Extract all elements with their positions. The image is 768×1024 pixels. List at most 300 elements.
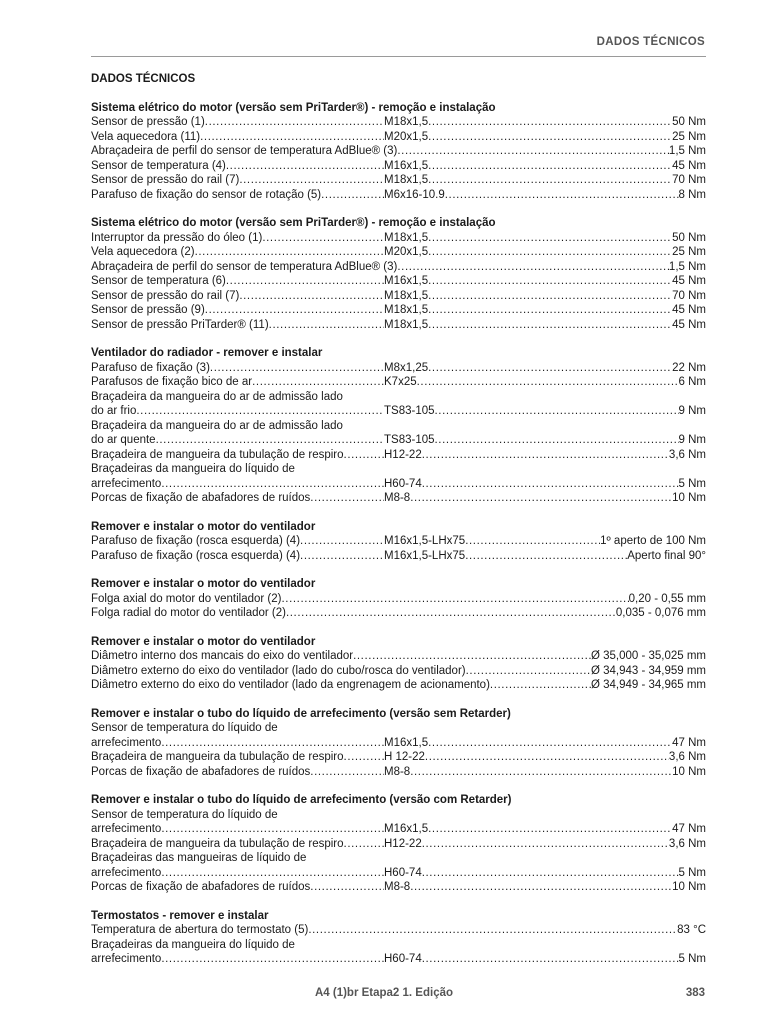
spec-row (91, 159, 706, 174)
spec-section (91, 707, 706, 780)
dot-leader (226, 274, 384, 289)
spec-label: Braçadeira de mangueira da tubulação de respiro (91, 837, 344, 850)
spec-label-cell (91, 144, 706, 159)
spec-label: Folga axial do motor do ventilador (2) (91, 592, 282, 605)
dot-leader (428, 303, 672, 318)
spec-thread: M18x1,5 (384, 304, 429, 316)
spec-value: 45 Nm (672, 304, 706, 316)
spec-value: 5 Nm (678, 477, 706, 490)
spec-value: 47 Nm (672, 736, 706, 749)
spec-row (91, 606, 706, 621)
spec-value: 5 Nm (678, 953, 706, 965)
spec-value-cell (384, 173, 706, 188)
spec-label-cell (91, 361, 384, 376)
spec-thread: H 12-22 (384, 751, 425, 763)
spec-row (91, 822, 706, 837)
spec-value-cell (384, 318, 706, 333)
dot-leader (428, 159, 672, 174)
dot-leader (205, 303, 384, 318)
dot-leader (310, 765, 384, 780)
spec-value-cell (384, 303, 706, 318)
dot-leader (410, 491, 672, 506)
sections-container (91, 101, 706, 967)
section-title: Sistema elétrico do motor (versão sem PriTarder®) - remoção e instalação (91, 101, 496, 114)
spec-value: 10 Nm (672, 492, 706, 504)
dot-leader (344, 448, 384, 463)
dot-leader (310, 491, 384, 506)
spec-thread: M20x1,5 (384, 130, 429, 143)
spec-label: Sensor de temperatura (4) (91, 159, 226, 172)
spec-value-cell (384, 837, 706, 852)
dot-leader (422, 477, 679, 492)
spec-row (91, 289, 706, 304)
spec-label: Diâmetro externo do eixo do ventilador (lado da engrenagem de acionamento) (91, 679, 490, 691)
header-rule (91, 56, 706, 57)
spec-section (91, 577, 706, 621)
dot-leader (435, 404, 679, 419)
dot-leader (252, 375, 384, 390)
spec-row (91, 303, 706, 318)
section-title: Remover e instalar o motor do ventilador (91, 520, 316, 533)
spec-row (91, 245, 706, 260)
spec-row (91, 188, 706, 203)
spec-label: Parafuso de fixação (rosca esquerda) (4) (91, 549, 301, 562)
dot-leader (422, 448, 669, 463)
spec-label-cell (91, 188, 384, 203)
spec-label: Braçadeiras da mangueira do líquido de (91, 938, 295, 951)
spec-label: Abraçadeira de perfil do sensor de temperatura AdBlue® (3) (91, 145, 398, 157)
spec-label: Braçadeiras das mangueiras de líquido de (91, 852, 307, 864)
spec-label: do ar frio (91, 405, 137, 417)
section-title: Sistema elétrico do motor (versão sem PriTarder®) - remoção e instalação (91, 217, 496, 229)
spec-value-cell (384, 491, 706, 506)
dot-leader (410, 765, 672, 780)
spec-row (91, 952, 706, 967)
spec-label-cell (91, 130, 384, 145)
spec-value-cell (384, 159, 706, 174)
spec-value: Ø 35,000 - 35,025 mm (590, 650, 706, 662)
dot-leader (428, 318, 672, 333)
spec-value: 3,6 Nm (668, 751, 706, 763)
spec-label-cell (91, 549, 384, 564)
dot-leader (410, 880, 672, 895)
document-title: DADOS TÉCNICOS (91, 73, 196, 85)
spec-value: 1,5 Nm (668, 145, 706, 157)
spec-thread: H12-22 (384, 448, 422, 461)
spec-row (91, 678, 706, 693)
spec-label: Braçadeira de mangueira da tubulação de respiro (91, 751, 344, 763)
spec-label: Sensor de pressão PriTarder® (11) (91, 318, 269, 331)
spec-label-cell (91, 952, 384, 967)
spec-label-cell (91, 534, 384, 549)
spec-label: Parafusos de fixação bico de ar (91, 376, 253, 388)
spec-thread: M18x1,5 (384, 318, 429, 331)
spec-value: 45 Nm (672, 159, 706, 172)
spec-value-cell (384, 880, 706, 895)
spec-row-text (91, 851, 706, 866)
section-title: Remover e instalar o tubo do líquido de arrefecimento (versão com Retarder) (91, 794, 512, 806)
spec-value-cell (384, 274, 706, 289)
spec-section (91, 216, 706, 332)
spec-label-cell (91, 822, 384, 837)
spec-label: Sensor de temperatura (6) (91, 275, 226, 287)
spec-row-text (91, 462, 706, 477)
spec-thread: H60-74 (384, 477, 422, 490)
dot-leader (428, 736, 672, 751)
dot-leader (428, 274, 672, 289)
section-title: Termostatos - remover e instalar (91, 909, 269, 922)
section-title: Remover e instalar o motor do ventilador (91, 578, 316, 590)
spec-value: 1,5 Nm (668, 260, 706, 273)
spec-label-cell (91, 289, 384, 304)
spec-row (91, 274, 706, 289)
spec-label-cell (91, 274, 384, 289)
spec-label: Sensor de pressão do rail (7) (91, 289, 240, 302)
spec-thread: H60-74 (384, 866, 422, 879)
spec-value: 70 Nm (672, 174, 706, 186)
dot-leader (161, 866, 384, 881)
spec-thread: M8-8 (384, 492, 411, 504)
spec-label-cell (91, 260, 706, 275)
spec-value: 25 Nm (672, 130, 706, 143)
spec-label-cell (91, 404, 384, 419)
spec-row (91, 491, 706, 506)
dot-leader (161, 477, 384, 492)
spec-value: 1º aperto de 100 Nm (600, 535, 706, 547)
dot-leader (435, 433, 679, 448)
spec-label-cell (91, 866, 384, 881)
spec-value-cell (384, 404, 706, 419)
spec-row-text (91, 390, 706, 405)
spec-label: Parafuso de fixação (rosca esquerda) (4) (91, 535, 301, 547)
spec-label: Porcas de fixação de abafadores de ruídos (91, 765, 311, 778)
dot-leader (286, 606, 616, 621)
spec-value: Ø 34,949 - 34,965 mm (590, 679, 706, 691)
spec-label-cell (91, 318, 384, 333)
spec-label-cell (91, 491, 384, 506)
spec-thread: M16x1,5-LHx75 (384, 549, 466, 562)
spec-label: Braçadeiras da mangueira do líquido de (91, 463, 295, 475)
spec-row (91, 664, 706, 679)
spec-label: Braçadeira da mangueira do ar de admissão lado (91, 390, 343, 403)
spec-thread: M18x1,5 (384, 289, 429, 302)
dot-leader (161, 736, 384, 751)
spec-label: Diâmetro interno dos mancais do eixo do ventilador (91, 650, 354, 662)
spec-row (91, 736, 706, 751)
spec-label: Braçadeira da mangueira do ar de admissão lado (91, 419, 343, 432)
spec-row-text (91, 419, 706, 434)
dot-leader (195, 245, 384, 260)
spec-section (91, 346, 706, 506)
spec-value: 9 Nm (678, 434, 706, 446)
spec-value-cell (384, 736, 706, 751)
dot-leader (490, 678, 591, 693)
spec-row (91, 866, 706, 881)
dot-leader (321, 188, 384, 203)
spec-label-cell (91, 375, 384, 390)
spec-row (91, 115, 706, 130)
spec-label: arrefecimento (91, 866, 162, 879)
spec-row (91, 318, 706, 333)
spec-content (91, 72, 706, 981)
spec-row (91, 837, 706, 852)
spec-thread: M16x1,5 (384, 159, 429, 172)
spec-thread: M16x1,5-LHx75 (384, 535, 466, 547)
spec-label: Folga radial do motor do ventilador (2) (91, 607, 286, 619)
spec-thread: M16x1,5 (384, 275, 429, 287)
spec-thread: H12-22 (384, 837, 422, 850)
spec-value-cell (384, 188, 706, 203)
spec-value-cell (384, 765, 706, 780)
spec-row (91, 375, 706, 390)
dot-leader (428, 361, 672, 376)
spec-value: 45 Nm (672, 318, 706, 331)
spec-value: 45 Nm (672, 275, 706, 287)
spec-label: Sensor de pressão (1) (91, 116, 205, 128)
spec-section (91, 635, 706, 693)
spec-thread: M18x1,5 (384, 174, 429, 186)
spec-thread: TS83-105 (384, 405, 435, 417)
dot-leader (226, 159, 384, 174)
spec-value-cell (384, 534, 706, 549)
dot-leader (200, 130, 384, 145)
spec-row (91, 477, 706, 492)
spec-value: 3,6 Nm (668, 837, 706, 850)
spec-label: Sensor de temperatura do líquido de (91, 722, 278, 734)
spec-row (91, 231, 706, 246)
spec-label-cell (91, 433, 384, 448)
spec-value-cell (384, 115, 706, 130)
spec-label: Porcas de fixação de abafadores de ruídos (91, 881, 311, 893)
spec-label-cell (91, 678, 706, 693)
spec-section (91, 793, 706, 895)
dot-leader (344, 837, 384, 852)
spec-value: 10 Nm (672, 765, 706, 778)
spec-value-cell (384, 231, 706, 246)
spec-label: arrefecimento (91, 953, 162, 965)
footer-edition: A4 (1)br Etapa2 1. Edição (314, 987, 454, 999)
spec-label-cell (91, 245, 384, 260)
spec-thread: K7x25 (384, 376, 417, 388)
spec-row (91, 433, 706, 448)
spec-label-cell (91, 592, 706, 607)
spec-thread: M18x1,5 (384, 231, 429, 244)
section-title: Remover e instalar o tubo do líquido de arrefecimento (versão sem Retarder) (91, 707, 511, 720)
dot-leader (353, 649, 591, 664)
spec-row (91, 649, 706, 664)
spec-label-cell (91, 649, 706, 664)
spec-section (91, 909, 706, 967)
spec-label: Porcas de fixação de abafadores de ruídos (91, 492, 311, 504)
spec-thread: M18x1,5 (384, 116, 429, 128)
spec-row (91, 361, 706, 376)
spec-value: 83 °C (677, 924, 706, 936)
spec-row (91, 173, 706, 188)
spec-label-cell (91, 750, 384, 765)
spec-row (91, 404, 706, 419)
spec-value: 70 Nm (672, 289, 706, 302)
dot-leader (428, 130, 672, 145)
spec-value: Ø 34,943 - 34,959 mm (590, 664, 706, 677)
spec-value: 47 Nm (672, 823, 706, 835)
spec-value: 5 Nm (678, 866, 706, 879)
dot-leader (161, 822, 384, 837)
spec-value: 0,20 - 0,55 mm (628, 592, 706, 605)
spec-value: 10 Nm (672, 881, 706, 893)
running-header: DADOS TÉCNICOS (596, 36, 705, 48)
dot-leader (428, 245, 672, 260)
spec-value: 50 Nm (672, 231, 706, 244)
spec-thread: M8-8 (384, 881, 411, 893)
spec-row (91, 130, 706, 145)
dot-leader (136, 404, 384, 419)
dot-leader (210, 361, 384, 376)
spec-label-cell (91, 923, 706, 938)
dot-leader (397, 144, 669, 159)
dot-leader (466, 664, 591, 679)
spec-label-cell (91, 173, 384, 188)
dot-leader (308, 923, 677, 938)
spec-value: 50 Nm (672, 116, 706, 128)
spec-thread: TS83-105 (384, 434, 435, 446)
spec-value-cell (384, 375, 706, 390)
spec-label-cell (91, 765, 384, 780)
spec-value-cell (384, 750, 706, 765)
dot-leader (422, 866, 679, 881)
spec-value: 0,035 - 0,076 mm (615, 607, 706, 619)
dot-leader (465, 534, 600, 549)
spec-value-cell (384, 433, 706, 448)
spec-label: Sensor de pressão do rail (7) (91, 174, 240, 186)
spec-row (91, 534, 706, 549)
spec-value-cell (384, 245, 706, 260)
spec-thread: M6x16-10.9 (384, 188, 445, 201)
section-title: Remover e instalar o motor do ventilador (91, 635, 316, 648)
dot-leader (300, 534, 384, 549)
spec-label-cell (91, 115, 384, 130)
spec-row-text (91, 808, 706, 823)
dot-leader (161, 952, 384, 967)
dot-leader (445, 188, 679, 203)
dot-leader (310, 880, 384, 895)
dot-leader (428, 173, 672, 188)
spec-label: arrefecimento (91, 477, 162, 490)
dot-leader (269, 318, 384, 333)
spec-label-cell (91, 231, 384, 246)
spec-label: Vela aquecedora (11) (91, 130, 201, 143)
spec-row (91, 592, 706, 607)
spec-thread: M16x1,5 (384, 736, 429, 749)
dot-leader (282, 592, 629, 607)
spec-row (91, 260, 706, 275)
spec-value-cell (384, 289, 706, 304)
dot-leader (428, 822, 672, 837)
spec-label: Parafuso de fixação (3) (91, 361, 210, 374)
section-title: Ventilador do radiador - remover e instalar (91, 347, 323, 359)
spec-value: 6 Nm (678, 376, 706, 388)
dot-leader (205, 115, 384, 130)
spec-thread: M8x1,25 (384, 361, 429, 374)
spec-value-cell (384, 361, 706, 376)
spec-row-text (91, 721, 706, 736)
spec-label: Abraçadeira de perfil do sensor de temperatura AdBlue® (3) (91, 260, 398, 273)
spec-value: 3,6 Nm (668, 448, 706, 461)
spec-thread: M16x1,5 (384, 823, 429, 835)
spec-row (91, 448, 706, 463)
dot-leader (422, 952, 679, 967)
spec-value-cell (384, 822, 706, 837)
spec-value: 9 Nm (678, 405, 706, 417)
spec-label: arrefecimento (91, 823, 162, 835)
dot-leader (425, 750, 669, 765)
spec-thread: H60-74 (384, 953, 422, 965)
spec-label-cell (91, 303, 384, 318)
spec-label-cell (91, 606, 706, 621)
page-number: 383 (685, 987, 705, 999)
spec-label-cell (91, 837, 384, 852)
spec-label: Temperatura de abertura do termostato (5) (91, 924, 309, 936)
spec-label-cell (91, 736, 384, 751)
spec-value-cell (384, 866, 706, 881)
spec-value-cell (384, 549, 706, 564)
spec-value: 8 Nm (678, 188, 706, 201)
spec-label: Sensor de temperatura do líquido de (91, 808, 278, 821)
spec-label-cell (91, 448, 384, 463)
spec-row (91, 880, 706, 895)
spec-label: Sensor de pressão (9) (91, 304, 205, 316)
spec-label: Braçadeira de mangueira da tubulação de respiro (91, 448, 344, 461)
spec-label-cell (91, 664, 706, 679)
spec-label: Vela aquecedora (2) (91, 246, 195, 258)
spec-value: 22 Nm (672, 361, 706, 374)
dot-leader (239, 289, 384, 304)
spec-section (91, 101, 706, 203)
spec-label-cell (91, 880, 384, 895)
spec-value: Aperto final 90° (627, 549, 706, 562)
dot-leader (156, 433, 384, 448)
spec-label: arrefecimento (91, 736, 162, 749)
spec-label-cell (91, 159, 384, 174)
spec-label: do ar quente (91, 434, 156, 446)
dot-leader (417, 375, 679, 390)
spec-row (91, 144, 706, 159)
dot-leader (428, 231, 672, 246)
spec-row (91, 923, 706, 938)
dot-leader (239, 173, 384, 188)
dot-leader (344, 750, 384, 765)
spec-value: 25 Nm (672, 246, 706, 258)
spec-row-text (91, 938, 706, 953)
spec-thread: M20x1,5 (384, 246, 429, 258)
dot-leader (422, 837, 669, 852)
spec-label: Interruptor da pressão do óleo (1) (91, 231, 263, 244)
spec-value-cell (384, 448, 706, 463)
spec-thread: M8-8 (384, 765, 411, 778)
dot-leader (300, 549, 384, 564)
spec-label: Diâmetro externo do eixo do ventilador (lado do cubo/rosca do ventilador) (91, 664, 466, 677)
dot-leader (262, 231, 384, 246)
spec-value-cell (384, 952, 706, 967)
spec-row (91, 549, 706, 564)
dot-leader (428, 289, 672, 304)
spec-row (91, 765, 706, 780)
dot-leader (397, 260, 669, 275)
spec-row (91, 750, 706, 765)
spec-section (91, 520, 706, 564)
spec-value-cell (384, 130, 706, 145)
spec-label-cell (91, 477, 384, 492)
spec-label: Parafuso de fixação do sensor de rotação (5) (91, 188, 322, 201)
